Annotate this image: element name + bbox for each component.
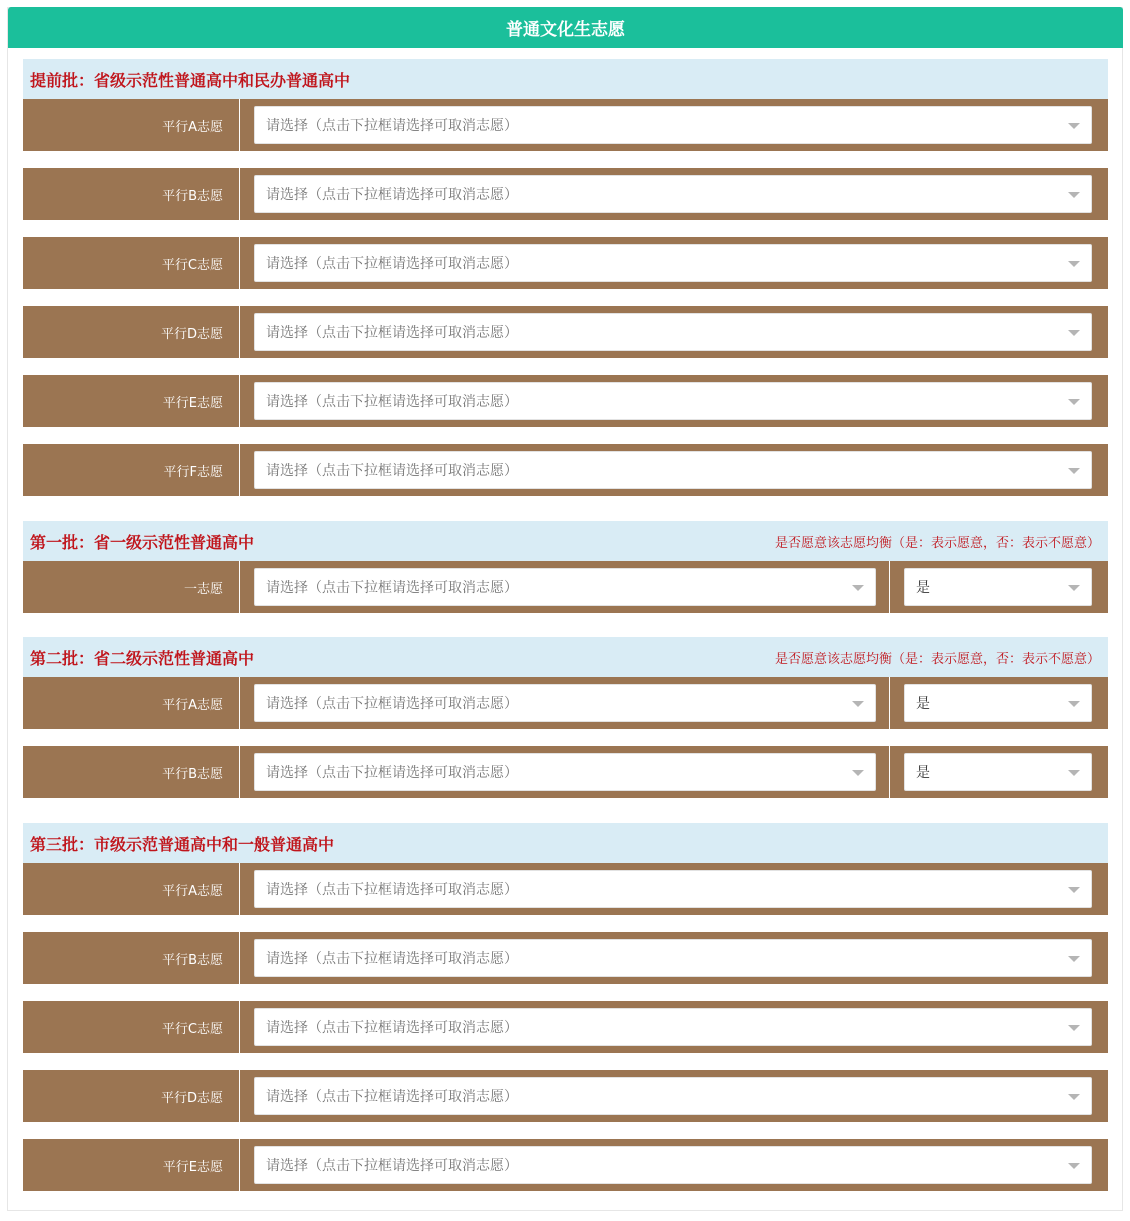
- choice-row: [23, 444, 1108, 497]
- chevron-down-icon: [852, 701, 864, 707]
- section-title: 第三批：市级示范普通高中和一般普通高中: [30, 834, 335, 854]
- choice-label: 平行D志愿: [23, 306, 240, 358]
- choice-label: 平行A志愿: [23, 677, 240, 729]
- school-select[interactable]: [254, 1008, 1092, 1046]
- choice-label: 平行A志愿: [23, 99, 240, 151]
- chevron-down-icon: [1068, 330, 1080, 336]
- school-select[interactable]: [254, 1077, 1092, 1115]
- balance-value: 是: [916, 696, 930, 712]
- select-placeholder: 请选择（点击下拉框请选择可取消志愿）: [266, 1158, 518, 1174]
- select-placeholder: 请选择（点击下拉框请选择可取消志愿）: [266, 463, 518, 479]
- select-placeholder: 请选择（点击下拉框请选择可取消志愿）: [266, 118, 518, 134]
- choice-row: [23, 932, 1108, 985]
- select-placeholder: 请选择（点击下拉框请选择可取消志愿）: [266, 951, 518, 967]
- balance-value: 是: [916, 765, 930, 781]
- select-placeholder: 请选择（点击下拉框请选择可取消志愿）: [266, 696, 518, 712]
- chevron-down-icon: [1068, 468, 1080, 474]
- balance-select[interactable]: [904, 684, 1092, 722]
- chevron-down-icon: [1068, 1094, 1080, 1100]
- chevron-down-icon: [1068, 956, 1080, 962]
- choice-label: 平行B志愿: [23, 168, 240, 220]
- school-select[interactable]: [254, 568, 876, 606]
- school-select[interactable]: [254, 753, 876, 791]
- balance-note: 是否愿意该志愿均衡（是：表示愿意，否：表示不愿意）: [774, 535, 1100, 551]
- choice-label: 平行E志愿: [23, 1139, 240, 1191]
- choice-row: [23, 99, 1108, 152]
- school-select[interactable]: [254, 313, 1092, 351]
- section-title: 第二批：省二级示范性普通高中: [30, 648, 255, 668]
- choice-label: 平行C志愿: [23, 1001, 240, 1053]
- column-divider: [889, 746, 890, 798]
- chevron-down-icon: [852, 770, 864, 776]
- chevron-down-icon: [1068, 887, 1080, 893]
- choice-label: 平行D志愿: [23, 1070, 240, 1122]
- school-select[interactable]: [254, 684, 876, 722]
- chevron-down-icon: [1068, 1025, 1080, 1031]
- balance-select[interactable]: [904, 568, 1092, 606]
- choice-row: [23, 746, 1108, 799]
- choice-label: 平行A志愿: [23, 863, 240, 915]
- chevron-down-icon: [1068, 1163, 1080, 1169]
- choice-label: 平行E志愿: [23, 375, 240, 427]
- section-header-batch2: [23, 637, 1108, 677]
- chevron-down-icon: [1068, 123, 1080, 129]
- column-divider: [889, 561, 890, 613]
- choice-row: [23, 168, 1108, 221]
- chevron-down-icon: [852, 585, 864, 591]
- school-select[interactable]: [254, 1146, 1092, 1184]
- school-select[interactable]: [254, 939, 1092, 977]
- choice-row: [23, 561, 1108, 614]
- section-header-early: [23, 59, 1108, 99]
- select-placeholder: 请选择（点击下拉框请选择可取消志愿）: [266, 580, 518, 596]
- choice-row: [23, 306, 1108, 359]
- choice-label: 一志愿: [23, 561, 240, 613]
- school-select[interactable]: [254, 382, 1092, 420]
- column-divider: [889, 677, 890, 729]
- choice-row: [23, 375, 1108, 428]
- choice-row: [23, 1139, 1108, 1192]
- school-select[interactable]: [254, 870, 1092, 908]
- chevron-down-icon: [1068, 261, 1080, 267]
- page-title: 普通文化生志愿: [8, 7, 1123, 48]
- section-header-batch1: [23, 521, 1108, 561]
- choice-row: [23, 1001, 1108, 1054]
- choice-label: 平行C志愿: [23, 237, 240, 289]
- choice-row: [23, 237, 1108, 290]
- select-placeholder: 请选择（点击下拉框请选择可取消志愿）: [266, 882, 518, 898]
- select-placeholder: 请选择（点击下拉框请选择可取消志愿）: [266, 325, 518, 341]
- chevron-down-icon: [1068, 701, 1080, 707]
- balance-note: 是否愿意该志愿均衡（是：表示愿意，否：表示不愿意）: [774, 651, 1100, 667]
- chevron-down-icon: [1068, 399, 1080, 405]
- choice-row: [23, 1070, 1108, 1123]
- section-title: 第一批：省一级示范性普通高中: [30, 532, 255, 552]
- school-select[interactable]: [254, 451, 1092, 489]
- select-placeholder: 请选择（点击下拉框请选择可取消志愿）: [266, 1089, 518, 1105]
- select-placeholder: 请选择（点击下拉框请选择可取消志愿）: [266, 1020, 518, 1036]
- balance-value: 是: [916, 580, 930, 596]
- chevron-down-icon: [1068, 585, 1080, 591]
- balance-select[interactable]: [904, 753, 1092, 791]
- school-select[interactable]: [254, 244, 1092, 282]
- choice-label: 平行B志愿: [23, 932, 240, 984]
- select-placeholder: 请选择（点击下拉框请选择可取消志愿）: [266, 394, 518, 410]
- chevron-down-icon: [1068, 192, 1080, 198]
- select-placeholder: 请选择（点击下拉框请选择可取消志愿）: [266, 256, 518, 272]
- choice-row: [23, 863, 1108, 916]
- school-select[interactable]: [254, 106, 1092, 144]
- select-placeholder: 请选择（点击下拉框请选择可取消志愿）: [266, 187, 518, 203]
- choice-label: 平行B志愿: [23, 746, 240, 798]
- chevron-down-icon: [1068, 770, 1080, 776]
- section-header-batch3: [23, 823, 1108, 863]
- choice-label: 平行F志愿: [23, 444, 240, 496]
- choice-row: [23, 677, 1108, 730]
- select-placeholder: 请选择（点击下拉框请选择可取消志愿）: [266, 765, 518, 781]
- section-title: 提前批：省级示范性普通高中和民办普通高中: [30, 70, 351, 90]
- school-select[interactable]: [254, 175, 1092, 213]
